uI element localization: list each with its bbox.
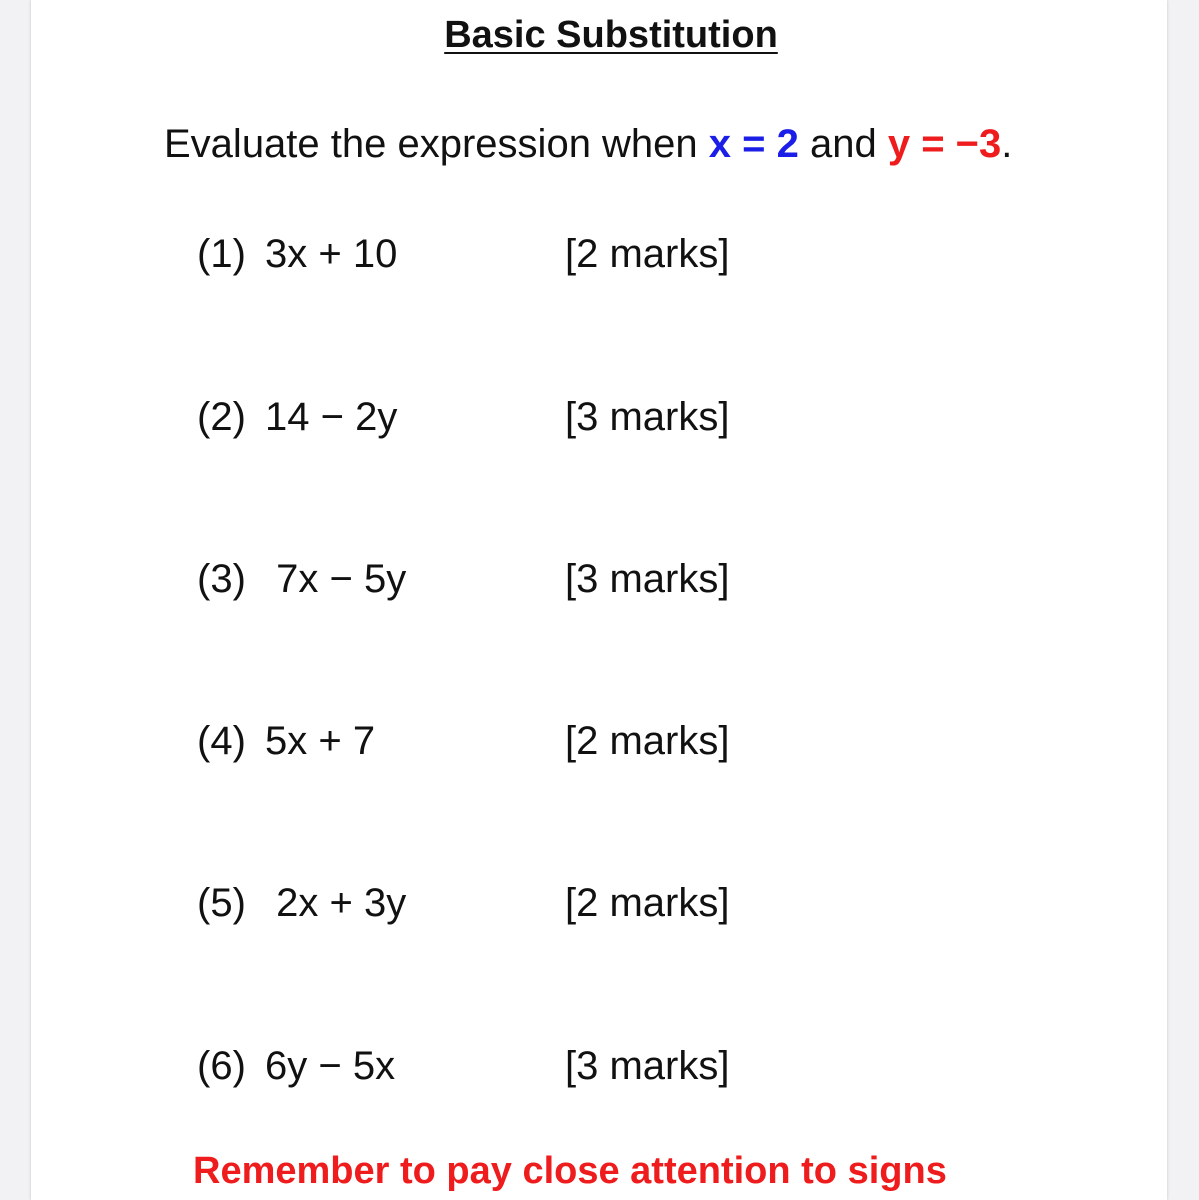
- question-4-marks: [2 marks]: [565, 719, 730, 763]
- question-number: (5): [197, 881, 246, 925]
- question-3-marks: [3 marks]: [565, 557, 730, 601]
- question-5: [197, 881, 406, 926]
- question-3: [197, 557, 406, 602]
- x-value: x = 2: [708, 122, 799, 166]
- question-expression: 7x − 5y: [265, 557, 407, 601]
- question-6: [197, 1044, 395, 1089]
- worksheet-page: [31, 0, 1167, 1200]
- instruction-prefix: Evaluate the expression when: [164, 122, 709, 166]
- question-number: (1): [197, 232, 246, 276]
- question-1-marks: [2 marks]: [565, 232, 730, 276]
- instruction-text: [164, 122, 1012, 167]
- question-number: (4): [197, 719, 246, 763]
- worksheet-title: Basic Substitution: [444, 14, 778, 56]
- question-6-marks: [3 marks]: [565, 1044, 730, 1088]
- question-expression: 14 − 2y: [265, 395, 398, 439]
- question-4: [197, 719, 375, 764]
- question-expression: 3x + 10: [265, 232, 398, 276]
- instruction-suffix: .: [1001, 122, 1013, 166]
- reminder-note: Remember to pay close attention to signs: [193, 1150, 947, 1192]
- question-1: [197, 232, 397, 277]
- question-5-marks: [2 marks]: [565, 881, 730, 925]
- question-number: (2): [197, 395, 246, 439]
- question-expression: 5x + 7: [265, 719, 376, 763]
- question-2: [197, 395, 397, 440]
- question-number: (3): [197, 557, 246, 601]
- question-number: (6): [197, 1044, 246, 1088]
- y-value: y = −3: [887, 122, 1002, 166]
- question-expression: 6y − 5x: [265, 1044, 396, 1088]
- question-expression: 2x + 3y: [265, 881, 407, 925]
- instruction-middle: and: [798, 122, 888, 166]
- question-2-marks: [3 marks]: [565, 395, 730, 439]
